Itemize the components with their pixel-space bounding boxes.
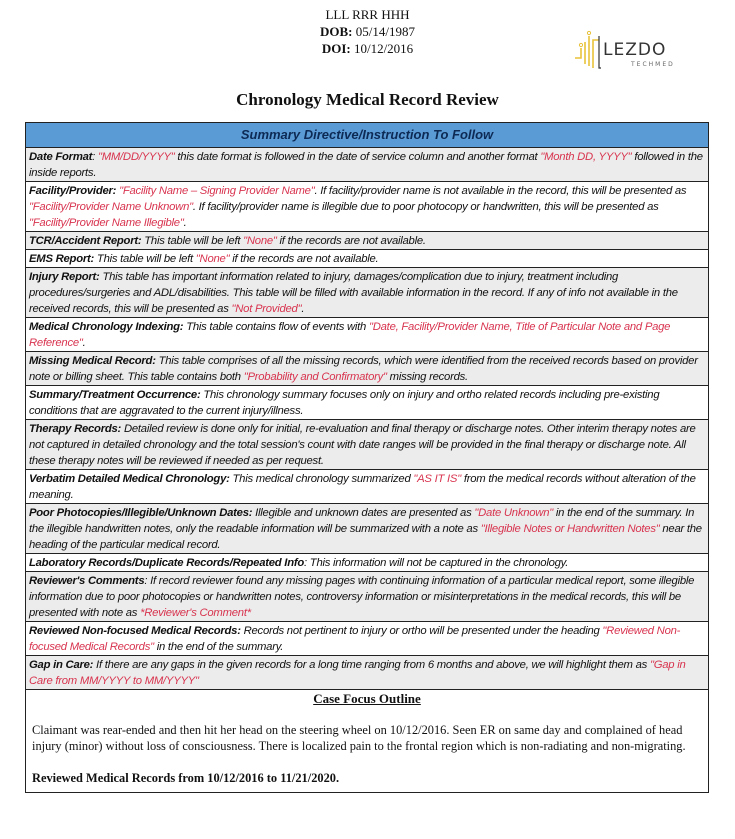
- directive-text: if the records are not available.: [276, 235, 426, 247]
- doi-value: 10/12/2016: [353, 41, 414, 56]
- directive-label: Gap in Care:: [29, 659, 94, 671]
- directive-text: .: [183, 217, 187, 229]
- directive-label: Reviewed Non-focused Medical Records:: [29, 625, 241, 637]
- directive-label: Medical Chronology Indexing:: [29, 321, 184, 333]
- highlighted-format-text: "Facility/Provider Name Illegible": [29, 217, 184, 229]
- directive-row: [26, 232, 708, 250]
- highlighted-format-text: "MM/DD/YYYY": [97, 151, 175, 163]
- directive-label: Verbatim Detailed Medical Chronology:: [29, 473, 230, 485]
- directive-label: Laboratory Records/Duplicate Records/Repeated Info: [29, 557, 305, 569]
- directive-label: EMS Report:: [29, 253, 95, 265]
- directive-text: :: [92, 151, 98, 163]
- directive-text: if the records are not available.: [229, 253, 379, 265]
- directive-text: This table will be left: [141, 235, 244, 247]
- directive-label: Date Format: [29, 151, 93, 163]
- directive-row: [26, 182, 708, 232]
- directive-label: Injury Report:: [29, 271, 100, 283]
- dob-label: DOB:: [320, 24, 353, 39]
- patient-name: LLL RRR HHH: [325, 7, 410, 22]
- highlighted-format-text: "Facility Name – Signing Provider Name": [119, 185, 315, 197]
- directive-text: . If facility/provider name is illegible due to poor photocopy or handwritten, this will be presented as: [192, 201, 659, 213]
- directive-rows: [26, 148, 708, 690]
- doi-label: DOI:: [321, 41, 351, 56]
- directive-text: This chronology summary focuses only on injury and ortho related records including pre-existing conditions that are aggravated to the current injury/illness.: [29, 389, 660, 417]
- dob-value: 05/14/1987: [355, 24, 415, 39]
- case-focus-outline: [26, 690, 708, 792]
- highlighted-format-text: "Reviewed Non-focused Medical Records": [29, 625, 681, 653]
- directive-text: .: [301, 303, 305, 315]
- directive-text: in the end of the summary.: [153, 641, 284, 653]
- directive-label: Therapy Records:: [29, 423, 122, 435]
- page-title: Chronology Medical Record Review: [236, 90, 499, 109]
- highlighted-format-text: "Date Unknown": [474, 507, 554, 519]
- directive-row: [26, 656, 708, 690]
- reviewed-records-range: Reviewed Medical Records from 10/12/2016 to 11/21/2020.: [32, 771, 340, 785]
- directive-text: : If record reviewer found any missing pages with continuing information of a particular medical report, some illegible information due to poor photocopies or handwritten notes, controversy information or misinterpretations in the medical records, this will be presented with note as: [29, 575, 695, 619]
- highlighted-format-text: "None": [243, 235, 277, 247]
- directive-label: Missing Medical Record:: [29, 355, 156, 367]
- logo-name: LEZDO: [603, 40, 667, 60]
- lezdo-logo: [575, 28, 685, 74]
- case-title: Case Focus Outline: [313, 691, 421, 706]
- highlighted-format-text: "Facility/Provider Name Unknown": [29, 201, 193, 213]
- directive-row: [26, 318, 708, 352]
- directive-text: near the heading of the particular medical record.: [29, 523, 702, 551]
- directive-label: Reviewer's Comments: [29, 575, 145, 587]
- highlighted-format-text: "Not Provided": [231, 303, 302, 315]
- directive-text: followed in the inside reports.: [29, 151, 703, 179]
- directive-row: [26, 622, 708, 656]
- directive-text: This table comprises of all the missing records, which were identified from the received records based on provider note or billing sheet. This table contains both: [29, 355, 698, 383]
- directive-table: [25, 122, 709, 793]
- directive-text: This table has important information related to injury, damages/complication due to injury, treatment including procedures/surgeries and ADL/disabilities. This table will be filled with available information in the record. If any of info not available in the received records, this will be presented as: [29, 271, 678, 315]
- highlighted-format-text: "None": [195, 253, 230, 265]
- directive-label: Poor Photocopies/Illegible/Unknown Dates:: [29, 507, 253, 519]
- directive-text: .: [82, 337, 86, 349]
- highlighted-format-text: "Illegible Notes or Handwritten Notes": [480, 523, 660, 535]
- logo-pulse-icon: [575, 28, 601, 72]
- highlighted-format-text: "Month DD, YYYY": [540, 151, 632, 163]
- directive-label: TCR/Accident Report:: [29, 235, 142, 247]
- highlighted-format-text: "Date, Facility/Provider Name, Title of Particular Note and Page Reference": [29, 321, 671, 349]
- directive-row: [26, 386, 708, 420]
- directive-text: Records not pertinent to injury or ortho will be presented under the heading: [240, 625, 603, 637]
- directive-label: Summary/Treatment Occurrence:: [29, 389, 201, 401]
- directive-row: [26, 420, 708, 470]
- directive-label: Facility/Provider:: [29, 185, 117, 197]
- highlighted-format-text: "Gap in Care from MM/YYYY to MM/YYYY": [29, 659, 686, 687]
- directive-text: in the end of the summary. In the illegible handwritten notes, only the readable information will be summarized with a note as: [29, 507, 695, 535]
- directive-text: missing records.: [386, 371, 468, 383]
- directive-row: [26, 352, 708, 386]
- directive-text: Illegible and unknown dates are presented as: [252, 507, 475, 519]
- directive-text: This medical chronology summarized: [229, 473, 414, 485]
- case-body: Claimant was rear-ended and then hit her head on the steering wheel on 10/12/2016. Seen ER on same day and complained of head injury (minor) without loss of consciousness. There is localized pain to the frontal region which is non-radiating and non-migrating.: [32, 723, 686, 753]
- directive-text: This table will be left: [94, 253, 196, 265]
- directive-text: : This information will not be captured in the chronology.: [304, 557, 569, 569]
- directive-text: Detailed review is done only for initial, re-evaluation and final therapy or discharge notes. Other interim therapy notes are not captured in detailed chronology and the total session's count with date ranges will be provided in the final therapy or discharge note. All these therapy notes will be reviewed if needed as per request.: [29, 423, 696, 467]
- logo-subtitle: TECHMED: [631, 61, 675, 68]
- directive-row: [26, 268, 708, 318]
- highlighted-format-text: *Reviewer's Comment*: [140, 607, 251, 619]
- directive-row: [26, 554, 708, 572]
- directive-text: This table contains flow of events with: [183, 321, 369, 333]
- directive-text: from the medical records without alteration of the meaning.: [29, 473, 696, 501]
- directive-text: this date format is followed in the date of service column and another format: [174, 151, 541, 163]
- directive-row: [26, 470, 708, 504]
- directive-text: . If facility/provider name is not available in the record, this will be presented as: [314, 185, 687, 197]
- directive-text: If there are any gaps in the given records for a long time ranging from 6 months and above, we will highlight them as: [93, 659, 650, 671]
- directive-row: [26, 504, 708, 554]
- highlighted-format-text: "AS IT IS": [413, 473, 461, 485]
- directive-row: [26, 148, 708, 182]
- directive-row: [26, 250, 708, 268]
- table-header: Summary Directive/Instruction To Follow: [26, 123, 708, 148]
- directive-row: [26, 572, 708, 622]
- highlighted-format-text: "Probability and Confirmatory": [243, 371, 387, 383]
